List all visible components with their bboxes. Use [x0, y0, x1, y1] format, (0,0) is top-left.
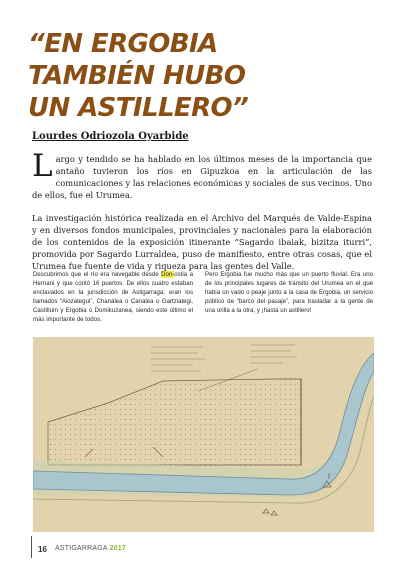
title-line-2: TAMBIÉN HUBO	[28, 61, 246, 91]
left-column-text-start: Descubrimos que el río era navegable desde	[33, 271, 162, 278]
title-line-1: “EN ERGOBIA	[28, 29, 218, 59]
map-illustration	[33, 337, 374, 532]
historic-map-image	[33, 337, 374, 532]
intro-text: argo y tendido se ha hablado en los últimos meses de la importancia que antaño tuvieron los ríos en Gipuzkoa en la articulación de las comunicaciones y las relaciones económicas y sociales de sus vecinos. Uno de ellos, fue el Urumea.	[32, 154, 372, 200]
left-column	[33, 271, 193, 324]
intro-paragraph	[32, 148, 372, 201]
footer-rule	[31, 536, 32, 558]
magazine-name	[55, 545, 126, 552]
drop-cap: L	[32, 148, 53, 184]
title-line-3: UN ASTILLERO”	[28, 93, 249, 123]
left-column-text-end: ostia a Hernani y que contó 16 puertos. De ellos cuatro estaban enclavados en la jurisdicción de Astigarraga; eran los llamados “Aiozategui”, Chanálea o Canalea o Gartziategi, Castillum y Ergobia o Domikuzanea, siendo este último el más importante de todos.	[33, 271, 193, 323]
highlighted-word: Don-	[161, 271, 175, 278]
article-title	[28, 28, 378, 124]
page-number: 16	[38, 545, 47, 554]
magazine-title: ASTIGARRAGA	[55, 545, 108, 552]
second-paragraph: La investigación histórica realizada en el Archivo del Marqués de Valde-Espina y en diversos fondos municipales, provinciales y nacionales para la elaboración de los contenidos de la exposición itinerante “Sagardo ibaiak, bizitza iturri”, promovida por Sagardo Lurraldea, puso de manifiesto, entre otras cosas, que el Urumea fue fuente de vida y riqueza para las gentes del Valle.	[32, 213, 372, 271]
right-column: Pero Ergobia fue mucho más que un puerto fluvial. Era uno de los principales lugares de tránsito del Urumea en el que había un vado o peaje junto a la casa de Ergobia, un servicio público de “barco del pasaje”, para trasladar a la gente de una orilla a la otra, y ¡hasta un astillero!	[205, 271, 373, 314]
magazine-year: 2017	[109, 545, 126, 552]
author-byline: Lourdes Odriozola Oyarbide	[32, 131, 189, 142]
